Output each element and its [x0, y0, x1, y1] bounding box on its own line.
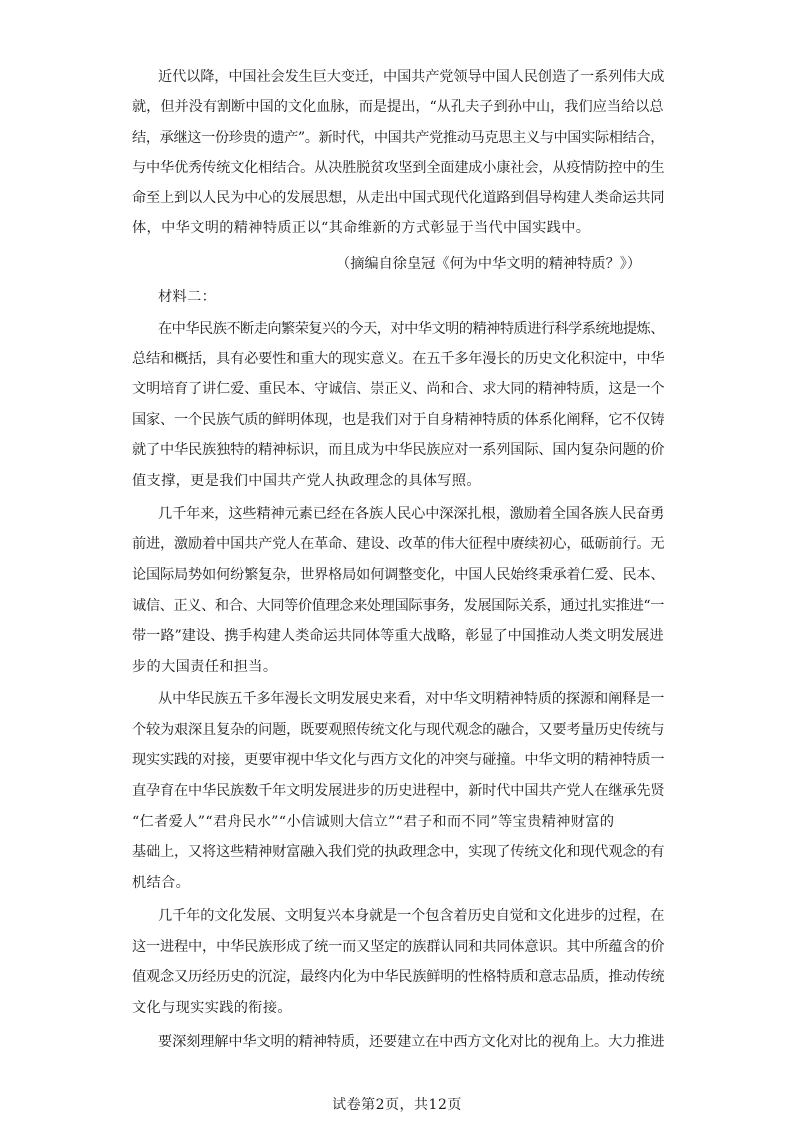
text-line: 要深刻理解中华文明的精神特质，还要建立在中西方文化对比的视角上。大力推进 [158, 1034, 665, 1050]
text-line: 现实实践的对接，更要审视中华文化与西方文化的冲突与碰撞。中华文明的精神特质一 [132, 752, 665, 768]
text-line: 机结合。 [132, 875, 191, 891]
text-line: 直孕育在中华民族数千年文明发展进步的历史进程中，新时代中国共产党人在继承先贤 [132, 783, 665, 799]
text-line: 结，承继这一份珍贵的遗产”。新时代，中国共产党推动马克思主义与中国实际相结合， [132, 130, 665, 146]
text-line: 前进，激励着中国共产党人在革命、建设、改革的伟大征程中赓续初心，砥砺前行。无 [132, 536, 665, 552]
text-line: 近代以降，中国社会发生巨大变迁，中国共产党领导中国人民创造了一系列伟大成 [158, 69, 665, 85]
text-line: 从中华民族五千多年漫长文明发展史来看，对中华文明精神特质的探源和阐释是一 [158, 691, 665, 707]
text-line: 论国际局势如何纷繁复杂，世界格局如何调整变化，中国人民始终秉承着仁爱、民本、 [132, 567, 665, 583]
page-footer: 试卷第2页，共12页 [332, 1097, 462, 1113]
material-2-label: 材料二： [158, 289, 217, 305]
text-line: 带一路”建设、携手构建人类命运共同体等重大战略，彰显了中国推动人类文明发展进 [132, 628, 664, 644]
text-line: 就，但并没有割断中国的文化血脉，而是提出，“从孔夫子到孙中山，我们应当给以总 [132, 99, 664, 115]
text-line: 这一进程中，中华民族形成了统一而又坚定的族群认同和共同体意识。其中所蕴含的价 [132, 939, 665, 955]
text-line: 文化与现实实践的衔接。 [132, 1000, 292, 1016]
text-line: 基础上，又将这些精神财富融入我们党的执政理念中，实现了传统文化和现代观念的有 [132, 844, 665, 860]
text-line: 国家、一个民族气质的鲜明体现，也是我们对于自身精神特质的体系化阐释，它不仅铸 [132, 412, 665, 428]
text-line: 与中华优秀传统文化相结合。从决胜脱贫攻坚到全面建成小康社会，从疫情防控中的生 [132, 160, 665, 176]
text-line: 文明培育了讲仁爱、重民本、守诚信、崇正义、尚和合、求大同的精神特质，这是一个 [132, 381, 665, 397]
text-line: 诚信、正义、和合、大同等价值理念来处理国际事务，发展国际关系，通过扎实推进“一 [132, 598, 665, 614]
text-line: 命至上到以人民为中心的发展思想，从走出中国式现代化道路到倡导构建人类命运共同 [132, 190, 665, 206]
text-line: 个较为艰深且复杂的问题，既要观照传统文化与现代观念的融合，又要考量历史传统与 [132, 722, 665, 738]
text-line: 总结和概括，具有必要性和重大的现实意义。在五千多年漫长的历史文化积淀中，中华 [132, 351, 665, 367]
source-citation: （摘编自徐皇冠《何为中华文明的精神特质？》） [336, 256, 642, 272]
text-line: 步的大国责任和担当。 [132, 659, 278, 675]
text-line: 值观念又历经历史的沉淀，最终内化为中华民族鲜明的性格特质和意志品质，推动传统 [132, 969, 665, 985]
text-line: 在中华民族不断走向繁荣复兴的今天，对中华文明的精神特质进行科学系统地提炼、 [158, 321, 664, 337]
text-line: “仁者爱人”“君舟民水”“小信诚则大信立”“君子和而不同”等宝贵精神财富的 [132, 814, 615, 830]
text-line: 值支撑，更是我们中国共产党人执政理念的具体写照。 [132, 473, 481, 489]
text-line: 几千年来，这些精神元素已经在各族人民心中深深扎根，激励着全国各族人民奋勇 [158, 506, 665, 522]
text-line: 就了中华民族独特的精神标识，而且成为中华民族应对一系列国际、国内复杂问题的价 [132, 442, 665, 458]
text-line: 体，中华文明的精神特质正以“其命维新的方式彰显于当代中国实践中。 [132, 220, 591, 236]
text-line: 几千年的文化发展、文明复兴本身就是一个包含着历史自觉和文化进步的过程，在 [158, 908, 665, 924]
